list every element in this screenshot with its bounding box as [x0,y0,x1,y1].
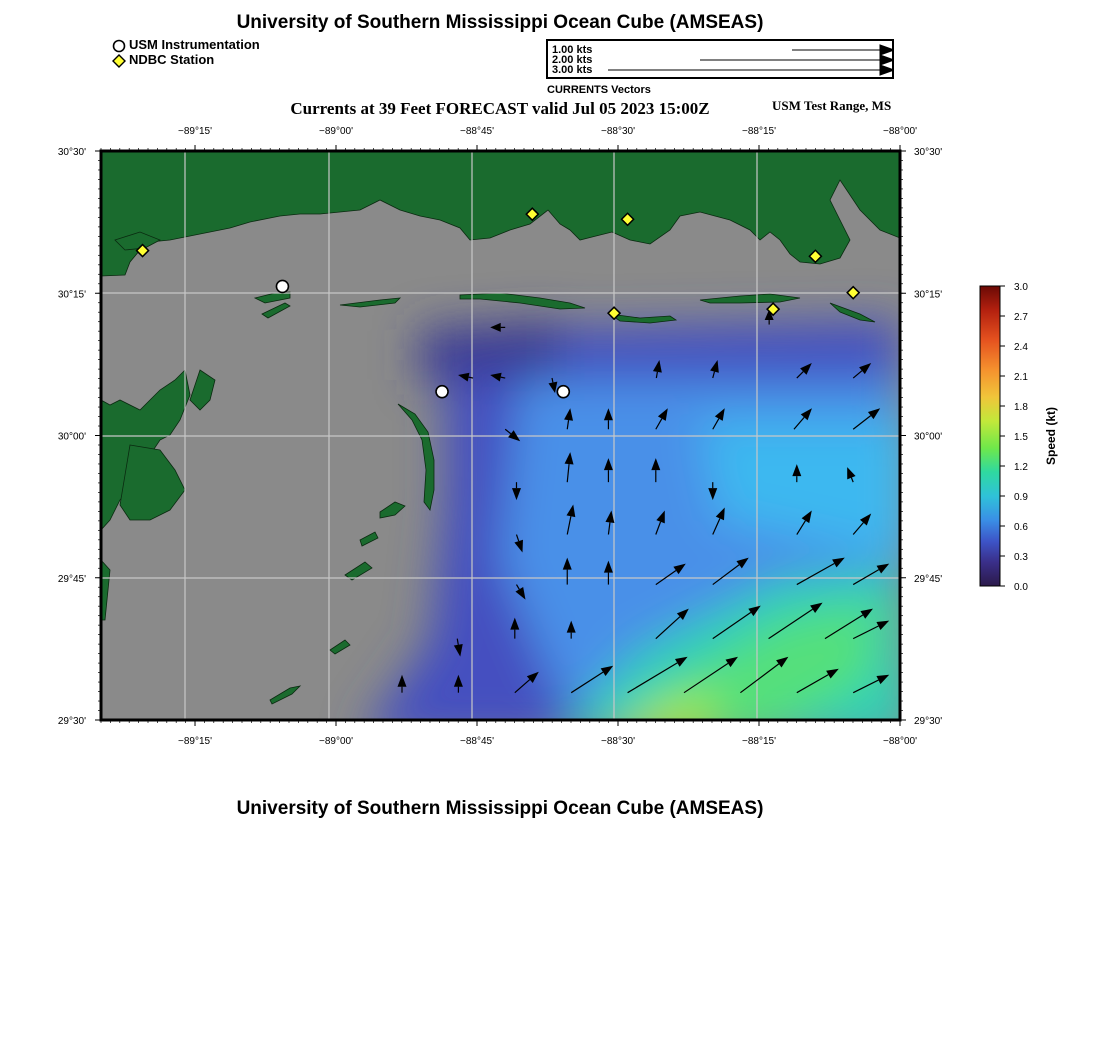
map-title: University of Southern Mississippi Ocean Cube (AMSEAS) [236,12,764,33]
colorbar-ticks [1000,282,1028,593]
colorbar-tick-label: 1.8 [1014,402,1028,413]
y-tick-label-left-3: 29°45' [57,573,86,585]
colorbar-tick-label: 0.6 [1014,522,1028,533]
y-tick-label-right-1: 30°15' [914,289,943,301]
x-tick-label-bottom-2: −88°45' [460,736,495,747]
y-tick-label-right-3: 29°45' [914,573,943,585]
y-tick-label-left-1: 30°15' [57,289,86,301]
x-tick-label-top-4: −88°15' [742,126,777,137]
usm-station-marker [276,280,288,292]
usm-station-marker [436,386,448,398]
x-tick-label-top-3: −88°30' [601,126,636,137]
vector-scale-title: CURRENTS Vectors [547,84,651,96]
x-tick-label-bottom-1: −89°00' [319,736,354,747]
x-tick-label-top-5: −88°00' [883,126,917,137]
vector-scale-label-1: 1.00 kts [552,44,593,56]
footer-title: University of Southern Mississippi Ocean Cube (AMSEAS) [236,798,764,819]
colorbar-tick-label: 0.9 [1014,492,1028,503]
map-subtitle: Currents at 39 Feet FORECAST valid Jul 05 2023 15:00Z [290,99,710,118]
colorbar-tick-label: 1.2 [1014,462,1028,473]
map-area [101,151,910,740]
y-tick-label-right-0: 30°30' [914,147,943,158]
y-tick-label-right-4: 29°30' [914,716,943,727]
x-tick-label-top-2: −88°45' [460,126,495,137]
legend-usm-label: USM Instrumentation [129,37,260,52]
x-tick-label-bottom-3: −88°30' [601,736,636,747]
x-tick-label-bottom-0: −89°15' [178,736,213,747]
colorbar-tick-label: 0.0 [1014,582,1028,593]
colorbar-tick-label: 2.1 [1014,372,1028,383]
colorbar [980,282,1058,593]
y-tick-label-left-2: 30°00' [57,431,86,443]
y-tick-label-right-2: 30°00' [914,431,943,443]
usm-station-marker [557,386,569,398]
y-tick-label-left-4: 29°30' [57,716,86,727]
colorbar-tick-label: 0.3 [1014,552,1028,563]
y-tick-label-left-0: 30°30' [57,147,86,158]
vector-scale-label-2: 2.00 kts [552,54,593,66]
colorbar-tick-label: 3.0 [1014,282,1028,293]
colorbar-ramp [980,286,1000,586]
legend-ndbc-label: NDBC Station [129,52,215,67]
x-tick-label-bottom-5: −88°00' [883,736,917,747]
region-label: USM Test Range, MS [772,98,892,113]
colorbar-title: Speed (kt) [1044,406,1058,466]
colorbar-tick-label: 2.4 [1014,342,1028,353]
colorbar-tick-label: 2.7 [1014,312,1028,323]
vector-scale-label-3: 3.00 kts [552,64,593,76]
colorbar-tick-label: 1.5 [1014,432,1028,443]
x-tick-label-top-1: −89°00' [319,126,354,137]
x-tick-label-bottom-4: −88°15' [742,736,777,747]
x-tick-label-top-0: −89°15' [178,126,213,137]
